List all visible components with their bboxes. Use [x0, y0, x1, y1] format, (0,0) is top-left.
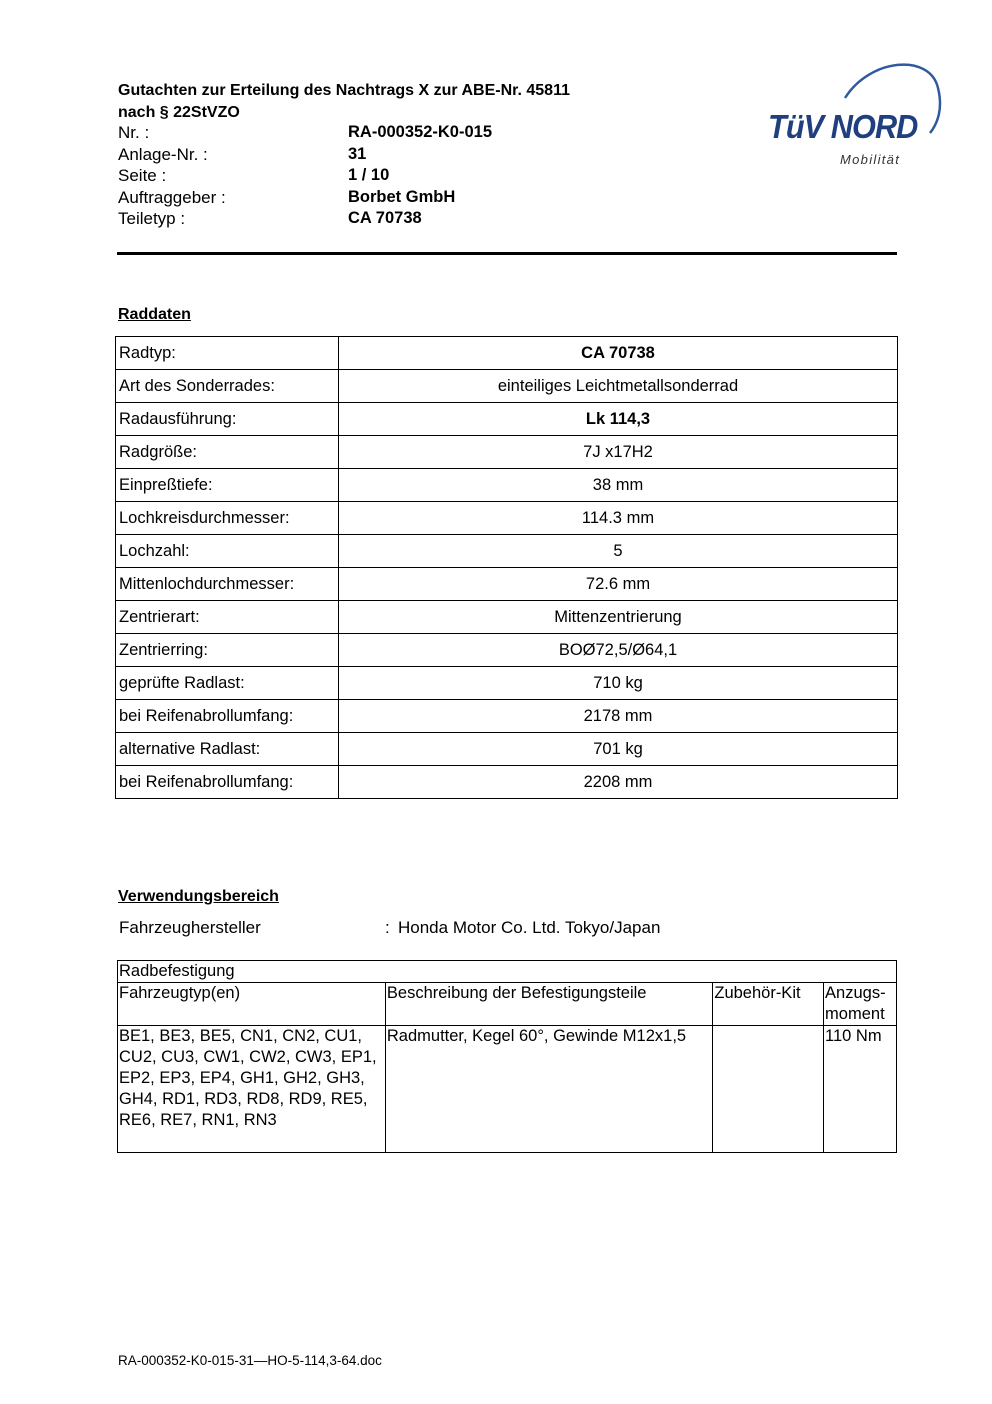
row-label: Radgröße: [116, 436, 339, 469]
table-row [116, 700, 898, 733]
table-row [116, 370, 898, 403]
meta-value: 1 / 10 [348, 166, 390, 184]
table-caption: Radbefestigung [118, 961, 897, 983]
table-row [116, 436, 898, 469]
row-label: bei Reifenabrollumfang: [116, 766, 339, 799]
row-label: Mittenlochdurchmesser: [116, 568, 339, 601]
column-header: Zubehör-Kit [713, 983, 824, 1026]
row-value: 2178 mm [339, 700, 898, 733]
meta-label: Seite : [118, 166, 167, 185]
meta-label: Anlage-Nr. : [118, 144, 208, 164]
raddaten-table [115, 336, 898, 799]
raddaten-heading: Raddaten [118, 306, 191, 323]
table-row [116, 502, 898, 535]
document-title: Gutachten zur Erteilung des Nachtrags X zur ABE-Nr. 45811 nach § 22StVZO [118, 82, 570, 121]
row-value: 2208 mm [339, 766, 898, 799]
footer-filename: RA-000352-K0-015-31—HO-5-114,3-64.doc [118, 1353, 382, 1368]
table-row [116, 601, 898, 634]
row-value: Lk 114,3 [339, 403, 898, 436]
table-row [118, 1026, 897, 1153]
accessory-kit [713, 1026, 824, 1153]
table-row [116, 403, 898, 436]
row-label: Zentrierart: [116, 601, 339, 634]
maker-value: Honda Motor Co. Ltd. Tokyo/Japan [398, 918, 661, 937]
row-label: Einpreßtiefe: [116, 469, 339, 502]
row-value: CA 70738 [339, 337, 898, 370]
meta-value: Borbet GmbH [348, 187, 456, 206]
row-label: Radausführung: [116, 403, 339, 436]
meta-label: Teiletyp : [118, 209, 186, 228]
row-value: BOØ72,5/Ø64,1 [339, 634, 898, 667]
table-row [116, 667, 898, 700]
row-value: Mittenzentrierung [339, 601, 898, 634]
maker-separator: : [385, 918, 390, 937]
table-row [116, 535, 898, 568]
column-header: Fahrzeugtyp(en) [118, 983, 386, 1026]
row-value: 114.3 mm [339, 502, 898, 535]
column-header: Anzugs-moment [824, 983, 897, 1026]
maker-label: Fahrzeughersteller [119, 918, 261, 937]
vehicle-types: BE1, BE3, BE5, CN1, CN2, CU1, CU2, CU3, CW1, CW2, CW3, EP1, EP2, EP3, EP4, GH1, GH2, GH3, GH4, RD1, RD3, RD8, RD9, RE5, RE6, RE7, RN1, RN3 [118, 1026, 386, 1153]
row-value: 5 [339, 535, 898, 568]
tuev-nord-logo-text: TüV NORD [768, 108, 918, 145]
row-label: Lochkreisdurchmesser: [116, 502, 339, 535]
meta-value: RA-000352-K0-015 [348, 123, 492, 141]
table-header-row [118, 983, 897, 1026]
radbefestigung-table [117, 960, 897, 1153]
row-value: 7J x17H2 [339, 436, 898, 469]
row-value: 701 kg [339, 733, 898, 766]
table-row [116, 469, 898, 502]
table-caption-row [118, 961, 897, 983]
tuev-nord-logo-subtitle: Mobilität [840, 152, 901, 167]
table-row [116, 766, 898, 799]
meta-value: 31 [348, 144, 367, 163]
row-label: geprüfte Radlast: [116, 667, 339, 700]
column-header: Beschreibung der Befestigungsteile [385, 983, 712, 1026]
meta-label: Nr. : [118, 123, 150, 142]
fastener-description: Radmutter, Kegel 60°, Gewinde M12x1,5 [385, 1026, 712, 1153]
row-label: Art des Sonderrades: [116, 370, 339, 403]
header-divider [117, 252, 897, 255]
table-row [116, 337, 898, 370]
row-label: Zentrierring: [116, 634, 339, 667]
table-row [116, 634, 898, 667]
torque: 110 Nm [824, 1026, 897, 1153]
meta-label: Auftraggeber : [118, 187, 226, 207]
row-value: 710 kg [339, 667, 898, 700]
table-row [116, 733, 898, 766]
verwendungsbereich-heading: Verwendungsbereich [118, 888, 279, 905]
row-label: bei Reifenabrollumfang: [116, 700, 339, 733]
row-label: Radtyp: [116, 337, 339, 370]
row-label: Lochzahl: [116, 535, 339, 568]
table-row [116, 568, 898, 601]
row-value: einteiliges Leichtmetallsonderrad [339, 370, 898, 403]
row-label: alternative Radlast: [116, 733, 339, 766]
meta-value: CA 70738 [348, 209, 422, 227]
row-value: 72.6 mm [339, 568, 898, 601]
row-value: 38 mm [339, 469, 898, 502]
